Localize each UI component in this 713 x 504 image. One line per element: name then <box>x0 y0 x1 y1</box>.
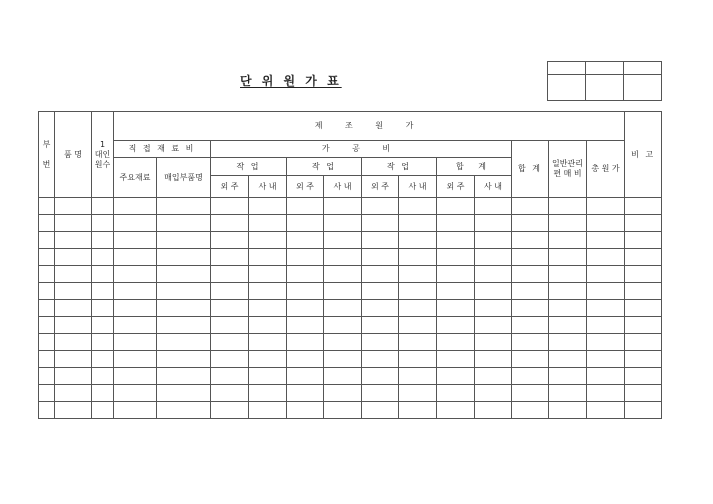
table-cell[interactable] <box>39 266 55 283</box>
table-cell[interactable] <box>287 368 324 385</box>
table-row <box>39 198 662 215</box>
remarks-header: 비 고 <box>625 112 662 198</box>
table-cell[interactable] <box>92 283 114 300</box>
table-cell[interactable] <box>475 266 512 283</box>
table-cell[interactable] <box>39 402 55 419</box>
table-cell[interactable] <box>157 300 211 317</box>
table-cell[interactable] <box>92 385 114 402</box>
table-cell[interactable] <box>114 300 157 317</box>
table-cell[interactable] <box>437 232 475 249</box>
table-cell[interactable] <box>55 232 92 249</box>
table-cell[interactable] <box>39 300 55 317</box>
table-cell[interactable] <box>114 385 157 402</box>
approval-header-cell[interactable] <box>548 62 586 75</box>
table-cell[interactable] <box>287 334 324 351</box>
table-cell[interactable] <box>625 402 662 419</box>
document-title: 단 위 원 가 표 <box>240 74 342 88</box>
table-cell[interactable] <box>249 402 287 419</box>
table-cell[interactable] <box>114 402 157 419</box>
table-row <box>39 266 662 283</box>
table-cell[interactable] <box>211 351 249 368</box>
table-cell[interactable] <box>249 385 287 402</box>
inhouse-header-4: 사 내 <box>475 176 512 198</box>
table-cell[interactable] <box>287 266 324 283</box>
table-cell[interactable] <box>362 334 399 351</box>
table-cell[interactable] <box>587 198 625 215</box>
table-cell[interactable] <box>475 385 512 402</box>
table-cell[interactable] <box>211 334 249 351</box>
table-row <box>39 334 662 351</box>
table-cell[interactable] <box>39 249 55 266</box>
table-cell[interactable] <box>549 402 587 419</box>
approval-sign-cell[interactable] <box>586 75 624 101</box>
table-cell[interactable] <box>287 215 324 232</box>
table-cell[interactable] <box>55 351 92 368</box>
table-cell[interactable] <box>92 232 114 249</box>
subtotal-header: 합 계 <box>437 158 512 176</box>
table-row <box>39 351 662 368</box>
table-cell[interactable] <box>399 300 437 317</box>
table-cell[interactable] <box>549 283 587 300</box>
table-cell[interactable] <box>157 402 211 419</box>
table-cell[interactable] <box>324 215 362 232</box>
table-cell[interactable] <box>549 215 587 232</box>
table-cell[interactable] <box>39 368 55 385</box>
table-cell[interactable] <box>437 266 475 283</box>
total-header: 합 계 <box>512 141 549 198</box>
table-cell[interactable] <box>475 249 512 266</box>
direct-material-header: 직 접 재 료 비 <box>114 141 211 158</box>
table-cell[interactable] <box>39 232 55 249</box>
table-row <box>39 283 662 300</box>
table-cell[interactable] <box>114 198 157 215</box>
table-cell[interactable] <box>211 368 249 385</box>
department-header: 부 번 <box>39 112 55 198</box>
table-cell[interactable] <box>39 198 55 215</box>
inhouse-header-3: 사 내 <box>399 176 437 198</box>
table-cell[interactable] <box>587 266 625 283</box>
table-cell[interactable] <box>157 317 211 334</box>
table-cell[interactable] <box>625 351 662 368</box>
table-cell[interactable] <box>475 334 512 351</box>
table-cell[interactable] <box>92 317 114 334</box>
table-cell[interactable] <box>114 368 157 385</box>
table-cell[interactable] <box>587 300 625 317</box>
table-cell[interactable] <box>114 317 157 334</box>
outsourced-header-3: 외 주 <box>362 176 399 198</box>
table-cell[interactable] <box>39 215 55 232</box>
work-header-1: 작 업 <box>211 158 287 176</box>
inhouse-header-1: 사 내 <box>249 176 287 198</box>
table-cell[interactable] <box>114 266 157 283</box>
table-cell[interactable] <box>249 334 287 351</box>
table-cell[interactable] <box>437 198 475 215</box>
table-cell[interactable] <box>475 283 512 300</box>
table-cell[interactable] <box>39 334 55 351</box>
table-cell[interactable] <box>249 266 287 283</box>
table-cell[interactable] <box>512 198 549 215</box>
table-cell[interactable] <box>92 300 114 317</box>
table-row <box>39 249 662 266</box>
table-cell[interactable] <box>157 215 211 232</box>
table-cell[interactable] <box>92 402 114 419</box>
table-cell[interactable] <box>475 232 512 249</box>
table-cell[interactable] <box>437 334 475 351</box>
table-cell[interactable] <box>92 266 114 283</box>
table-cell[interactable] <box>324 351 362 368</box>
table-cell[interactable] <box>512 232 549 249</box>
table-cell[interactable] <box>362 351 399 368</box>
table-row <box>39 368 662 385</box>
inhouse-header-2: 사 내 <box>324 176 362 198</box>
table-cell[interactable] <box>249 300 287 317</box>
table-cell[interactable] <box>362 368 399 385</box>
table-cell[interactable] <box>399 351 437 368</box>
table-cell[interactable] <box>55 215 92 232</box>
table-cell[interactable] <box>512 385 549 402</box>
table-row <box>39 385 662 402</box>
table-cell[interactable] <box>39 283 55 300</box>
table-cell[interactable] <box>39 351 55 368</box>
table-cell[interactable] <box>249 283 287 300</box>
table-cell[interactable] <box>362 300 399 317</box>
table-cell[interactable] <box>512 317 549 334</box>
outsourced-header-2: 외 주 <box>287 176 324 198</box>
table-cell[interactable] <box>157 283 211 300</box>
table-cell[interactable] <box>625 215 662 232</box>
table-cell[interactable] <box>211 283 249 300</box>
table-cell[interactable] <box>362 385 399 402</box>
table-cell[interactable] <box>92 215 114 232</box>
table-cell[interactable] <box>362 249 399 266</box>
table-cell[interactable] <box>437 300 475 317</box>
table-cell[interactable] <box>512 215 549 232</box>
work-header-3: 작 업 <box>362 158 437 176</box>
table-row <box>39 317 662 334</box>
table-cell[interactable] <box>55 198 92 215</box>
table-cell[interactable] <box>587 249 625 266</box>
table-cell[interactable] <box>549 249 587 266</box>
approval-header-cell[interactable] <box>624 62 662 75</box>
table-cell[interactable] <box>625 198 662 215</box>
table-row <box>39 402 662 419</box>
table-cell[interactable] <box>211 232 249 249</box>
table-cell[interactable] <box>324 368 362 385</box>
table-cell[interactable] <box>362 232 399 249</box>
table-cell[interactable] <box>324 317 362 334</box>
table-cell[interactable] <box>549 334 587 351</box>
table-row <box>39 232 662 249</box>
table-cell[interactable] <box>399 334 437 351</box>
table-cell[interactable] <box>399 232 437 249</box>
table-cell[interactable] <box>512 334 549 351</box>
table-cell[interactable] <box>362 317 399 334</box>
table-cell[interactable] <box>475 351 512 368</box>
approval-header-cell[interactable] <box>586 62 624 75</box>
table-cell[interactable] <box>587 334 625 351</box>
table-cell[interactable] <box>512 351 549 368</box>
admin-sales-expense-header: 일반관리 편 매 비 <box>549 141 587 198</box>
outsourced-header-4: 외 주 <box>437 176 475 198</box>
table-cell[interactable] <box>549 232 587 249</box>
table-cell[interactable] <box>157 351 211 368</box>
table-cell[interactable] <box>512 283 549 300</box>
table-cell[interactable] <box>249 317 287 334</box>
cost-table <box>38 111 662 419</box>
table-cell[interactable] <box>211 402 249 419</box>
table-cell[interactable] <box>437 368 475 385</box>
table-cell[interactable] <box>92 334 114 351</box>
table-cell[interactable] <box>55 402 92 419</box>
table-cell[interactable] <box>587 232 625 249</box>
table-cell[interactable] <box>39 385 55 402</box>
table-cell[interactable] <box>114 351 157 368</box>
table-cell[interactable] <box>625 300 662 317</box>
table-cell[interactable] <box>92 351 114 368</box>
table-cell[interactable] <box>92 368 114 385</box>
table-cell[interactable] <box>587 317 625 334</box>
table-cell[interactable] <box>55 300 92 317</box>
table-cell[interactable] <box>211 300 249 317</box>
table-cell[interactable] <box>625 266 662 283</box>
table-cell[interactable] <box>114 249 157 266</box>
table-cell[interactable] <box>39 317 55 334</box>
table-cell[interactable] <box>55 249 92 266</box>
table-cell[interactable] <box>249 351 287 368</box>
table-cell[interactable] <box>324 402 362 419</box>
work-header-2: 작 업 <box>287 158 362 176</box>
table-cell[interactable] <box>55 317 92 334</box>
table-cell[interactable] <box>512 402 549 419</box>
table-cell[interactable] <box>55 283 92 300</box>
table-cell[interactable] <box>625 385 662 402</box>
table-cell[interactable] <box>324 198 362 215</box>
table-cell[interactable] <box>324 249 362 266</box>
table-cell[interactable] <box>587 385 625 402</box>
approval-sign-cell[interactable] <box>548 75 586 101</box>
table-cell[interactable] <box>324 300 362 317</box>
table-cell[interactable] <box>475 402 512 419</box>
table-cell[interactable] <box>287 249 324 266</box>
table-cell[interactable] <box>437 385 475 402</box>
table-cell[interactable] <box>249 232 287 249</box>
table-cell[interactable] <box>625 249 662 266</box>
table-cell[interactable] <box>157 266 211 283</box>
table-cell[interactable] <box>55 334 92 351</box>
table-cell[interactable] <box>362 198 399 215</box>
outsourced-header-1: 외 주 <box>211 176 249 198</box>
units-header: 1 대인 원수 <box>92 112 114 198</box>
table-cell[interactable] <box>249 368 287 385</box>
table-cell[interactable] <box>549 300 587 317</box>
table-cell[interactable] <box>157 249 211 266</box>
table-cell[interactable] <box>362 215 399 232</box>
table-cell[interactable] <box>587 368 625 385</box>
table-cell[interactable] <box>249 215 287 232</box>
table-cell[interactable] <box>625 232 662 249</box>
table-cell[interactable] <box>211 198 249 215</box>
table-cell[interactable] <box>362 402 399 419</box>
table-cell[interactable] <box>437 402 475 419</box>
table-cell[interactable] <box>587 283 625 300</box>
table-cell[interactable] <box>437 317 475 334</box>
purchased-parts-header: 매입부품명 <box>157 158 211 198</box>
table-cell[interactable] <box>324 334 362 351</box>
table-cell[interactable] <box>549 351 587 368</box>
table-cell[interactable] <box>324 266 362 283</box>
table-cell[interactable] <box>399 266 437 283</box>
table-cell[interactable] <box>287 317 324 334</box>
table-cell[interactable] <box>587 215 625 232</box>
main-material-header: 주요재료 <box>114 158 157 198</box>
table-cell[interactable] <box>399 283 437 300</box>
table-cell[interactable] <box>549 317 587 334</box>
table-cell[interactable] <box>211 215 249 232</box>
approval-sign-cell[interactable] <box>624 75 662 101</box>
table-cell[interactable] <box>625 283 662 300</box>
table-cell[interactable] <box>211 317 249 334</box>
table-cell[interactable] <box>55 266 92 283</box>
table-cell[interactable] <box>287 232 324 249</box>
table-cell[interactable] <box>587 351 625 368</box>
table-cell[interactable] <box>92 249 114 266</box>
table-cell[interactable] <box>549 266 587 283</box>
table-cell[interactable] <box>437 283 475 300</box>
table-cell[interactable] <box>287 351 324 368</box>
table-cell[interactable] <box>512 368 549 385</box>
table-cell[interactable] <box>437 215 475 232</box>
table-cell[interactable] <box>287 283 324 300</box>
table-cell[interactable] <box>549 198 587 215</box>
table-cell[interactable] <box>287 402 324 419</box>
table-cell[interactable] <box>114 283 157 300</box>
processing-cost-header: 가 공 비 <box>211 141 512 158</box>
table-cell[interactable] <box>324 283 362 300</box>
table-cell[interactable] <box>399 317 437 334</box>
table-cell[interactable] <box>287 198 324 215</box>
table-cell[interactable] <box>399 198 437 215</box>
table-cell[interactable] <box>625 368 662 385</box>
total-cost-header: 총 원 가 <box>587 141 625 198</box>
table-cell[interactable] <box>362 283 399 300</box>
table-cell[interactable] <box>211 385 249 402</box>
table-cell[interactable] <box>587 402 625 419</box>
table-cell[interactable] <box>437 249 475 266</box>
table-cell[interactable] <box>324 385 362 402</box>
approval-box <box>547 61 662 101</box>
table-cell[interactable] <box>324 232 362 249</box>
table-cell[interactable] <box>157 368 211 385</box>
table-row <box>39 300 662 317</box>
table-cell[interactable] <box>625 317 662 334</box>
table-cell[interactable] <box>475 317 512 334</box>
item-name-header: 품 명 <box>55 112 92 198</box>
table-cell[interactable] <box>157 385 211 402</box>
table-cell[interactable] <box>157 232 211 249</box>
table-cell[interactable] <box>512 266 549 283</box>
table-cell[interactable] <box>475 368 512 385</box>
table-cell[interactable] <box>549 385 587 402</box>
table-cell[interactable] <box>362 266 399 283</box>
table-cell[interactable] <box>625 334 662 351</box>
table-cell[interactable] <box>475 215 512 232</box>
table-cell[interactable] <box>549 368 587 385</box>
table-cell[interactable] <box>437 351 475 368</box>
table-cell[interactable] <box>287 300 324 317</box>
table-cell[interactable] <box>475 198 512 215</box>
table-cell[interactable] <box>399 385 437 402</box>
table-cell[interactable] <box>55 368 92 385</box>
table-cell[interactable] <box>399 215 437 232</box>
table-cell[interactable] <box>399 368 437 385</box>
table-cell[interactable] <box>399 402 437 419</box>
table-cell[interactable] <box>114 334 157 351</box>
table-cell[interactable] <box>287 385 324 402</box>
table-cell[interactable] <box>512 249 549 266</box>
table-cell[interactable] <box>114 215 157 232</box>
table-cell[interactable] <box>211 266 249 283</box>
table-cell[interactable] <box>55 385 92 402</box>
table-cell[interactable] <box>114 232 157 249</box>
table-cell[interactable] <box>157 334 211 351</box>
table-cell[interactable] <box>249 249 287 266</box>
table-cell[interactable] <box>211 249 249 266</box>
table-cell[interactable] <box>157 198 211 215</box>
table-cell[interactable] <box>399 249 437 266</box>
table-cell[interactable] <box>92 198 114 215</box>
table-cell[interactable] <box>475 300 512 317</box>
table-row <box>39 215 662 232</box>
table-cell[interactable] <box>512 300 549 317</box>
table-cell[interactable] <box>249 198 287 215</box>
manufacturing-cost-header: 제 조 원 가 <box>114 112 625 141</box>
